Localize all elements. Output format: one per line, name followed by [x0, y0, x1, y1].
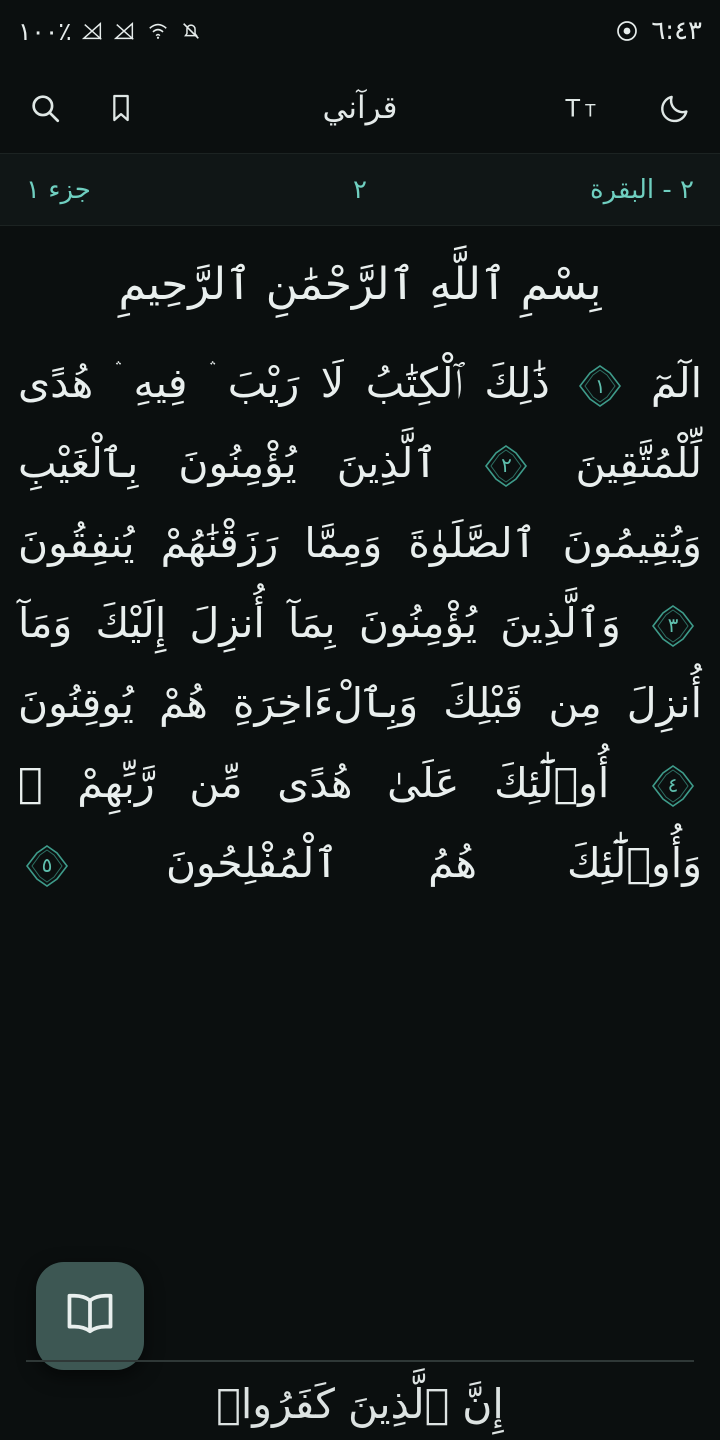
bookmark-icon[interactable] [98, 85, 144, 131]
search-icon[interactable] [22, 85, 68, 131]
app-bar-right-actions [22, 85, 144, 131]
record-indicator-icon [615, 19, 639, 43]
next-line-preview: إِنَّ ٱلَّذِينَ كَفَرُوا۟ [216, 1380, 504, 1428]
quran-page[interactable] [0, 226, 720, 1440]
ayah-number-5: ٥ [41, 853, 53, 878]
font-size-icon[interactable] [565, 85, 622, 131]
ayah-number-2: ٢ [501, 453, 512, 478]
basmala-line: بِسْمِ ٱللَّهِ ٱلرَّحْمَٰنِ ٱلرَّحِيمِ [118, 259, 602, 310]
ayah-text-5[interactable]: أُو۟لَٰٓئِكَ عَلَىٰ هُدًى مِّن رَّبِّهِمْ ۖ وَأُو۟لَٰٓئِكَ هُمُ ٱلْمُفْلِحُونَ [18, 758, 702, 887]
surah-name[interactable]: ٢ - البقرة [590, 174, 694, 205]
ayah-number-1: ١ [594, 373, 606, 398]
ayah-marker-1[interactable] [577, 363, 623, 409]
page-number: ٢ [353, 174, 367, 205]
open-book-icon [62, 1286, 118, 1346]
battery-percentage: ١٠٠٪ [18, 16, 72, 46]
ayah-text-4[interactable]: وَٱلَّذِينَ يُؤْمِنُونَ بِمَآ أُنزِلَ إِلَيْكَ وَمَآ أُنزِلَ مِن قَبْلِكَ وَبِٱلْءَاخِرَةِ هُمْ يُوقِنُونَ [18, 598, 702, 727]
ayah-text-3[interactable]: ٱلَّذِينَ يُؤْمِنُونَ بِٱلْغَيْبِ وَيُقِيمُونَ ٱلصَّلَوٰةَ وَمِمَّا رَزَقْنَٰهُمْ يُنفِقُونَ [18, 438, 702, 567]
ayat-container[interactable] [18, 344, 702, 904]
svg-text:T: T [585, 100, 596, 120]
ayah-marker-4[interactable] [650, 763, 696, 809]
surah-info-bar [0, 154, 720, 226]
page-progress-line [26, 1360, 694, 1362]
alarm-off-icon [180, 20, 202, 42]
signal-icon-2 [114, 20, 136, 42]
status-left-group [18, 17, 202, 46]
app-bar-left-actions [565, 85, 698, 131]
svg-text:T: T [565, 93, 580, 122]
reading-mode-button[interactable] [36, 1262, 144, 1370]
ayah-marker-2[interactable] [483, 443, 529, 489]
app-title: قرآني [322, 89, 398, 126]
ayah-number-3: ٣ [667, 613, 679, 638]
app-bar [0, 62, 720, 154]
juz-label[interactable]: جزء ١ [25, 174, 91, 205]
night-mode-icon[interactable] [652, 85, 698, 131]
ayah-number-4: ٤ [667, 773, 679, 798]
page-progress [0, 1360, 720, 1362]
status-bar [0, 0, 720, 62]
wifi-icon [146, 20, 170, 42]
ayah-text-2[interactable]: ذَٰلِكَ ٱلْكِتَٰبُ لَا رَيْبَ ۛ فِيهِ ۛ هُدًى لِّلْمُتَّقِينَ [18, 359, 702, 487]
ayah-marker-5[interactable] [24, 843, 70, 889]
signal-icon-1 [82, 20, 104, 42]
status-right-group [615, 16, 702, 46]
ayah-text-1[interactable]: الٓمٓ [650, 359, 702, 407]
ayah-marker-3[interactable] [650, 603, 696, 649]
status-clock: ٦:٤٣ [651, 16, 702, 46]
